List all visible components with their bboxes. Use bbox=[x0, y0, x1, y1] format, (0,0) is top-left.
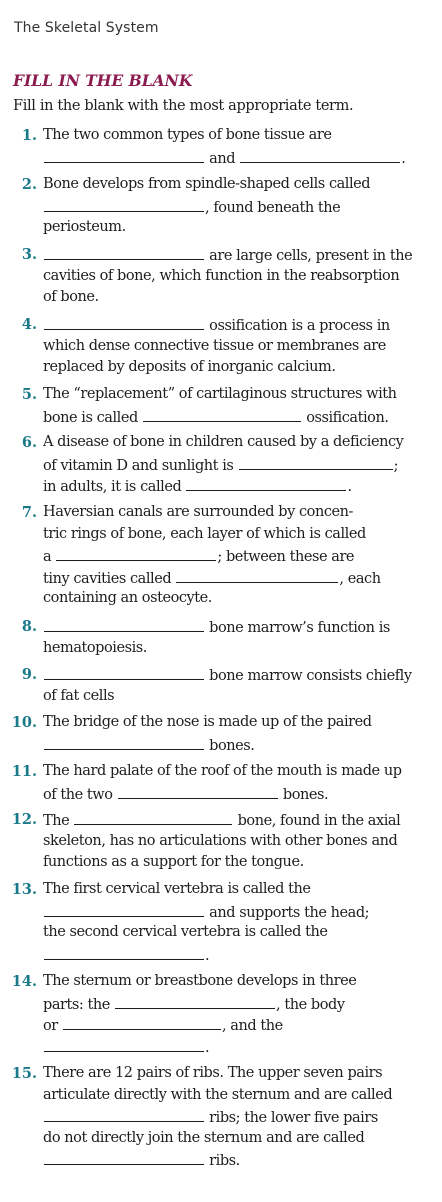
running-header: The Skeletal System bbox=[14, 20, 159, 36]
question-text bbox=[43, 314, 438, 379]
section-title: FILL IN THE BLANK bbox=[13, 71, 193, 90]
question-number: 11. bbox=[11, 763, 37, 780]
text-segment: Bone develops from spindle-shaped cells called bbox=[43, 176, 371, 192]
answer-blank[interactable] bbox=[239, 454, 393, 470]
question-text bbox=[43, 761, 438, 804]
text-segment: periosteum. bbox=[43, 219, 126, 235]
text-segment: in adults, it is called bbox=[43, 479, 182, 495]
text-segment: Haversian canals are surrounded by concen- bbox=[43, 504, 353, 520]
answer-blank[interactable] bbox=[44, 196, 204, 212]
question-number: 3. bbox=[21, 246, 37, 263]
question-number: 1. bbox=[21, 127, 37, 144]
answer-blank[interactable] bbox=[44, 664, 204, 680]
question-text bbox=[43, 664, 438, 707]
text-segment: , the body bbox=[276, 996, 345, 1013]
answer-blank[interactable] bbox=[44, 734, 204, 750]
text-segment: The sternum or breastbone develops in three bbox=[43, 973, 357, 989]
answer-blank[interactable] bbox=[44, 314, 204, 330]
answer-blank[interactable] bbox=[63, 1014, 221, 1030]
text-segment: The bbox=[43, 813, 70, 829]
answer-blank[interactable] bbox=[143, 406, 301, 422]
question-text bbox=[43, 879, 438, 965]
text-segment: The bridge of the nose is made up of the paired bbox=[43, 714, 372, 730]
question-number: 5. bbox=[21, 386, 37, 403]
question-number: 2. bbox=[21, 176, 37, 193]
text-segment: the second cervical vertebra is called the bbox=[43, 924, 328, 940]
text-segment: of the two bbox=[43, 786, 113, 803]
answer-blank[interactable] bbox=[115, 993, 275, 1009]
answer-blank[interactable] bbox=[44, 944, 204, 960]
question-number: 10. bbox=[11, 714, 37, 731]
text-segment: parts: the bbox=[43, 996, 110, 1013]
question-text bbox=[43, 384, 438, 427]
text-segment: ribs; the lower five pairs bbox=[209, 1110, 378, 1126]
answer-blank[interactable] bbox=[44, 147, 204, 163]
question-number: 15. bbox=[11, 1065, 37, 1082]
text-segment: of fat cells bbox=[43, 687, 115, 704]
text-segment: , found beneath the bbox=[205, 199, 341, 216]
text-segment: , each bbox=[339, 570, 381, 587]
text-segment: There are 12 pairs of ribs. The upper seven pairs bbox=[43, 1065, 383, 1081]
question-text bbox=[43, 174, 438, 239]
question-text bbox=[43, 809, 438, 874]
text-segment: ribs. bbox=[209, 1153, 240, 1169]
text-segment: hematopoiesis. bbox=[43, 639, 147, 656]
text-segment: The two common types of bone tissue are bbox=[43, 127, 332, 143]
text-segment: The first cervical vertebra is called the bbox=[43, 881, 311, 897]
text-segment: bones. bbox=[282, 786, 329, 803]
question-number: 8. bbox=[21, 618, 37, 635]
text-segment: ; between these are bbox=[217, 549, 355, 565]
question-text bbox=[43, 616, 438, 659]
text-segment: are large cells, present in the bbox=[209, 248, 413, 264]
question-number: 7. bbox=[21, 504, 37, 521]
text-segment: bone marrow consists chiefly bbox=[209, 668, 412, 684]
question-number: 14. bbox=[11, 973, 37, 990]
question-text bbox=[43, 712, 438, 755]
answer-blank[interactable] bbox=[56, 545, 216, 561]
text-segment: of bone. bbox=[43, 289, 99, 305]
text-segment: or bbox=[43, 1018, 58, 1034]
answer-blank[interactable] bbox=[240, 147, 400, 163]
text-segment: bone marrow’s function is bbox=[209, 620, 390, 636]
answer-blank[interactable] bbox=[176, 567, 338, 583]
text-segment: and bbox=[209, 150, 236, 167]
question-text bbox=[43, 1063, 438, 1171]
text-segment: , and the bbox=[221, 1018, 283, 1034]
text-segment: The “replacement” of cartilaginous structures with bbox=[43, 386, 397, 402]
text-segment: bone, found in the axial bbox=[237, 813, 401, 829]
question-text bbox=[43, 244, 438, 309]
question-text bbox=[43, 502, 438, 610]
text-segment: articulate directly with the sternum and are called bbox=[43, 1086, 393, 1103]
answer-blank[interactable] bbox=[44, 244, 204, 260]
question-number: 12. bbox=[11, 811, 37, 828]
text-segment: bone is called bbox=[43, 409, 138, 426]
text-segment: do not directly join the sternum and are called bbox=[43, 1129, 365, 1146]
text-segment: which dense connective tissue or membranes are bbox=[43, 337, 386, 354]
answer-blank[interactable] bbox=[44, 1106, 204, 1122]
instructions: Fill in the blank with the most appropriate term. bbox=[13, 98, 354, 114]
answer-blank[interactable] bbox=[44, 1036, 204, 1052]
question-number: 6. bbox=[21, 434, 37, 451]
question-number: 9. bbox=[21, 666, 37, 683]
text-segment: ; bbox=[393, 457, 398, 474]
text-segment: . bbox=[205, 1039, 210, 1056]
text-segment: The hard palate of the roof of the mouth is made up bbox=[43, 763, 402, 779]
text-segment: . bbox=[347, 479, 352, 495]
text-segment: . bbox=[401, 150, 406, 167]
answer-blank[interactable] bbox=[186, 475, 346, 491]
text-segment: ossification is a process in bbox=[209, 318, 390, 334]
answer-blank[interactable] bbox=[44, 616, 204, 632]
question-number: 4. bbox=[21, 316, 37, 333]
answer-blank[interactable] bbox=[44, 901, 204, 917]
answer-blank[interactable] bbox=[118, 783, 278, 799]
answer-blank[interactable] bbox=[74, 809, 232, 825]
question-text bbox=[43, 971, 438, 1057]
text-segment: ossification. bbox=[306, 409, 389, 426]
text-segment: skeleton, has no articulations with other bones and bbox=[43, 832, 398, 849]
text-segment: and supports the head; bbox=[209, 904, 370, 921]
text-segment: . bbox=[205, 947, 210, 964]
text-segment: cavities of bone, which function in the reabsorption bbox=[43, 267, 400, 284]
text-segment: containing an osteocyte. bbox=[43, 590, 212, 606]
answer-blank[interactable] bbox=[44, 1149, 204, 1165]
question-text bbox=[43, 432, 438, 497]
text-segment: tiny cavities called bbox=[43, 570, 172, 587]
text-segment: replaced by deposits of inorganic calcium. bbox=[43, 359, 336, 375]
text-segment: A disease of bone in children caused by a deficiency bbox=[43, 434, 404, 450]
text-segment: functions as a support for the tongue. bbox=[43, 854, 304, 870]
text-segment: a bbox=[43, 549, 52, 565]
text-segment: bones. bbox=[209, 737, 255, 754]
question-number: 13. bbox=[11, 881, 37, 898]
text-segment: tric rings of bone, each layer of which is called bbox=[43, 525, 366, 542]
text-segment: of vitamin D and sunlight is bbox=[43, 457, 234, 474]
question-text bbox=[43, 125, 438, 168]
